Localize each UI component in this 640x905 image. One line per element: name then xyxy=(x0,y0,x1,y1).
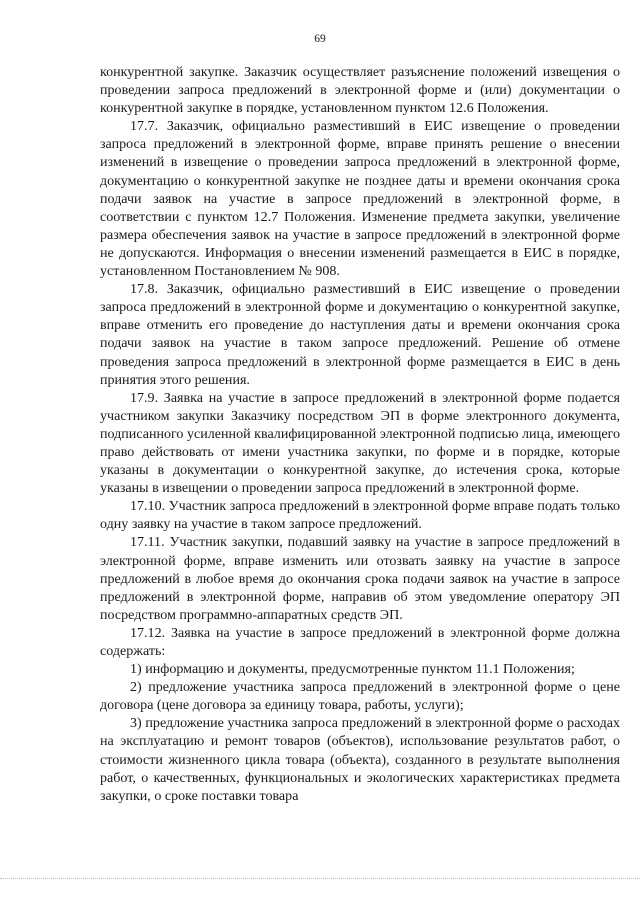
paragraph-17-8: 17.8. Заказчик, официально разместивший в ЕИС извещение о проведении запроса предложений в электронной форме и документацию о конкурентной закупке, вправе отменить его проведение до наступления даты и времени окончания срока подачи заявок на участие в таком запросе предложений. Решение об отмене проведения запроса предложений в электронной форме размещается в ЕИС в день принятия этого решения. xyxy=(100,281,620,388)
paragraph-continuation: конкурентной закупке. Заказчик осуществляет разъяснение положений извещения о проведении запроса предложений в электронной форме и (или) документации о конкурентной закупке в порядке, установленном пунктом 12.6 Положения. xyxy=(100,64,620,117)
paragraph-17-7: 17.7. Заказчик, официально разместивший в ЕИС извещение о проведении запроса предложений в электронной форме, вправе принять решение о внесении изменений в извещение о проведении запроса предложений в электронной форме, документацию о конкурентной закупке не позднее даты и времени окончания срока подачи заявок на участие в запросе предложений в электронной форме, в соответствии с пунктом 12.7 Положения. Изменение предмета закупки, увеличение размера обеспечения заявок на участие в запросе предложений в электронной форме не допускаются. Информация о внесении изменений размещается в ЕИС в порядке, установленном Постановлением № 908. xyxy=(100,118,620,280)
list-item-3: 3) предложение участника запроса предложений в электронной форме о расходах на эксплуатацию и ремонт товаров (объектов), использование результатов работ, о стоимости жизненного цикла товара (объекта), созданного в результате выполнения работ, о качественных, функциональных и экологических характеристиках предмета закупки, о сроке поставки товара xyxy=(100,715,620,804)
paragraph-17-10: 17.10. Участник запроса предложений в электронной форме вправе подать только одну заявку на участие в таком запросе предложений. xyxy=(100,498,620,533)
page-number: 69 xyxy=(314,33,326,45)
paragraph-17-11: 17.11. Участник закупки, подавший заявку на участие в запросе предложений в электронной форме, вправе изменить или отозвать заявку на участие в запросе предложений в любое время до окончания срока подачи заявок на участие в запросе предложений в электронной форме, направив об этом уведомление оператору ЭП посредством программно-аппаратных средств ЭП. xyxy=(100,534,620,623)
scan-edge-divider xyxy=(0,878,640,879)
paragraph-17-9: 17.9. Заявка на участие в запросе предложений в электронной форме подается участником закупки Заказчику посредством ЭП в форме электронного документа, подписанного усиленной квалифицированной электронной подписью лица, имеющего право действовать от имени участника закупки, по форме и в порядке, которые указаны в документации о конкурентной закупке, до истечения срока, которые указаны в извещении о проведении запроса предложений в электронной форме. xyxy=(100,389,620,497)
document-body xyxy=(100,63,620,805)
paragraph-17-12: 17.12. Заявка на участие в запросе предложений в электронной форме должна содержать: xyxy=(100,624,620,659)
list-item-1: 1) информацию и документы, предусмотренные пунктом 11.1 Положения; xyxy=(130,661,575,678)
list-item-2: 2) предложение участника запроса предложений в электронной форме о цене договора (цене договора за единицу товара, работы, услуги); xyxy=(100,679,620,714)
